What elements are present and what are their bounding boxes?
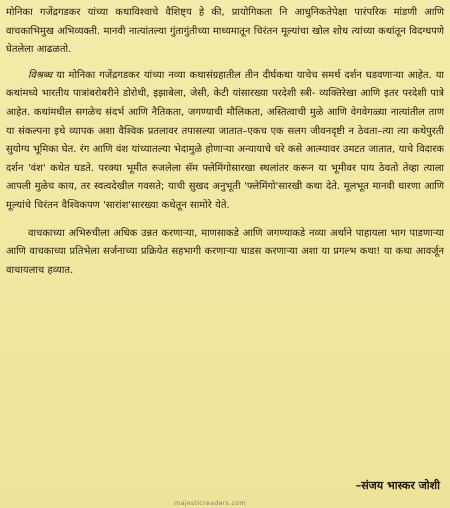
paragraph-recommendation: वाचकाच्या अभिरुचीला अधिक उन्नत करणाऱ्या, माणसाकडे आणि जगण्याकडे नव्या अर्थाने पाहायला भाग पाडणाऱ्या आणि वाचकाच्या प्रतिभेला सर्जनाच्या प्रक्रियेत सहभागी करणाऱ्या धाडस करणाऱ्या अशा या प्रगल्भ कथा! या कथा आवर्जून वाचायलाच हव्यात. [6, 227, 444, 276]
paragraph-intro: मोनिका गजेंद्रगडकर यांच्या कथाविश्वाचे वैशिष्ट्य हे की, प्रायोगिकता नि आधुनिकतेपेक्षा पारंपरिक मांडणी आणि वाचकाभिमुख अभिव्यक्ती. मानवी नात्यांतल्या गुंतागुंतीच्या माध्यमातून चिरंतन मूल्यांचा खोल शोध त्यांच्या कथांतून विदग्धपणे घेतलेला आढळतो. [6, 7, 444, 56]
book-title: विश्रब्ध [28, 69, 53, 81]
site-watermark: majesticreaders.com [174, 499, 246, 507]
paragraph-collection-text: या मोनिका गजेंद्रगडकर यांच्या नव्या कथासंग्रहातील तीन दीर्घकथा याचेच समर्थ दर्शन घडवणाऱ्या आहेत. या कथांमध्ये भारतीय पात्रांबरोबरीने डोरोथी, इझाबेला, जेसी, केटी यांसारख्या परदेशी स्त्री- व्यक्तिरेखा आणि इतर परदेशी पात्रे आहेत. कथांमधील सगळेच संदर्भ आणि नैतिकता, जगण्याची मौलिकता, अस्तित्वाची मुळे आणि वेगवेगळ्या नात्यांतील ताण या संकल्पना इथे व्यापक अशा वैश्विक प्रतलावर तपासल्या जातात–एकच एक सलग जीवनदृष्टी न ठेवता–त्या त्या कथेपुरती सुयोग्य भूमिका घेत. रंग आणि वंश यांच्यातल्या भेदामुळे होणाऱ्या अन्यायाचे चरे कसे आत्म्यावर उमटत जातात, याचे विदारक दर्शन 'वंश' कथेत घडते. परक्या भूमीत रुजलेला सॅम फ्लेमिंगोसारखा स्थलांतर करून या भूमीवर पाय ठेवतो तेव्हा त्याला आपली मुळेच काय, तर स्वत्वदेखील गवसते; याची सुखद अनुभूती 'फ्लेमिंगो'सारखी कथा देते. मूलभूत मानवी धारणा आणि मूल्यांचे चिरंतन वैश्विकपण 'सारांश'सारख्या कथेतून सामोरे येते. [6, 69, 444, 211]
paragraph-collection-description [6, 67, 444, 216]
author-signature: –संजय भास्कर जोशी [355, 479, 440, 492]
